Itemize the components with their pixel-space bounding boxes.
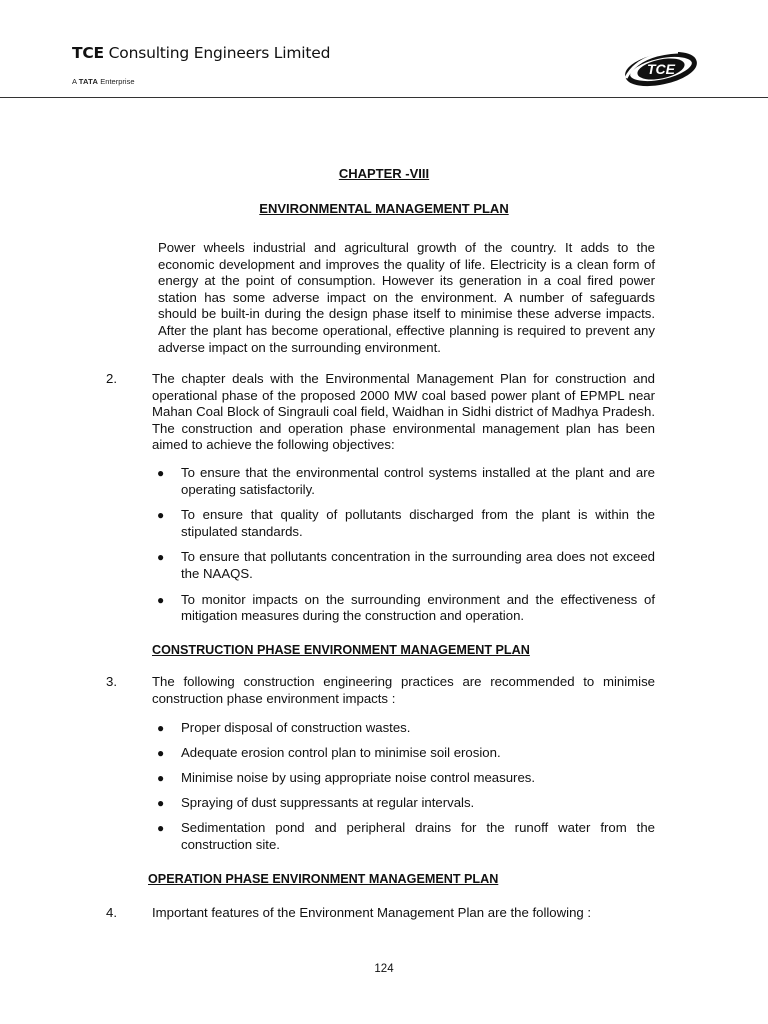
list-item: ● Adequate erosion control plan to minimise soil erosion. (157, 744, 501, 760)
page-number: 124 (374, 963, 394, 975)
list-item: ● Sedimentation pond and peripheral drains for the runoff water from the construction site. (157, 819, 655, 852)
section-2-paragraph: The chapter deals with the Environmental Management Plan for construction and operational phase of the proposed 2000 MW coal based power plant of EPMPL near Mahan Coal Block of Singrauli coal field, Waidhan in Sidhi district of Madhya Pradesh. The construction and operation phase environmental management plan has been aimed to achieve the following objectives: (152, 371, 655, 453)
list-item: ● To monitor impacts on the surrounding environment and the effectiveness of mitigation measures during the construction and operation. (157, 591, 655, 624)
tagline-brand: TATA (78, 77, 99, 86)
section-4-number: 4. (106, 905, 117, 920)
tagline (72, 77, 135, 86)
tagline-suffix: Enterprise (98, 77, 135, 86)
list-item: ● To ensure that quality of pollutants discharged from the plant is within the stipulated standards. (157, 507, 655, 539)
company-name-bold: TCE (72, 44, 104, 62)
operation-phase-heading: OPERATION PHASE ENVIRONMENT MANAGEMENT PLAN (148, 872, 499, 886)
list-item: ● Minimise noise by using appropriate noise control measures. (157, 769, 536, 785)
list-item: ● To ensure that the environmental control systems installed at the plant and are operating satisfactorily. (157, 465, 655, 497)
company-name-rest: Consulting Engineers Limited (103, 44, 331, 62)
company-name (72, 44, 330, 62)
construction-phase-heading: CONSTRUCTION PHASE ENVIRONMENT MANAGEMENT PLAN (152, 643, 530, 657)
objectives-list (152, 465, 655, 634)
list-item: ● To ensure that pollutants concentration in the surrounding area does not exceed the NAAQS. (157, 549, 655, 581)
section-4-paragraph: Important features of the Environment Management Plan are the following : (152, 905, 592, 920)
section-2-number: 2. (106, 371, 117, 386)
chapter-title: CHAPTER -VIII (338, 166, 430, 181)
tagline-prefix: A (72, 77, 79, 86)
section-3-number: 3. (106, 674, 117, 689)
intro-paragraph: Power wheels industrial and agricultural growth of the country. It adds to the economic development and improves the quality of life. Electricity is a clean form of energy at the point of consumption. However its generation in a coal fired power station has some adverse impact on the environment. A number of safeguards should be built-in during the design phase itself to minimise these adverse impacts. After the plant has become operational, effective planning is required to prevent any adverse impact on the surrounding environment. (158, 240, 655, 355)
page-header (0, 0, 768, 98)
header-divider (0, 97, 768, 98)
tce-logo-icon (618, 48, 700, 90)
construction-practices-list (152, 720, 655, 862)
chapter-subtitle: ENVIRONMENTAL MANAGEMENT PLAN (259, 201, 509, 216)
list-item: ● Spraying of dust suppressants at regular intervals. (157, 794, 475, 810)
list-item: ● Proper disposal of construction wastes. (157, 720, 411, 735)
logo-text: TCE (647, 61, 675, 77)
section-3-paragraph: The following construction engineering practices are recommended to minimise construction phase environment impacts : (152, 674, 655, 706)
